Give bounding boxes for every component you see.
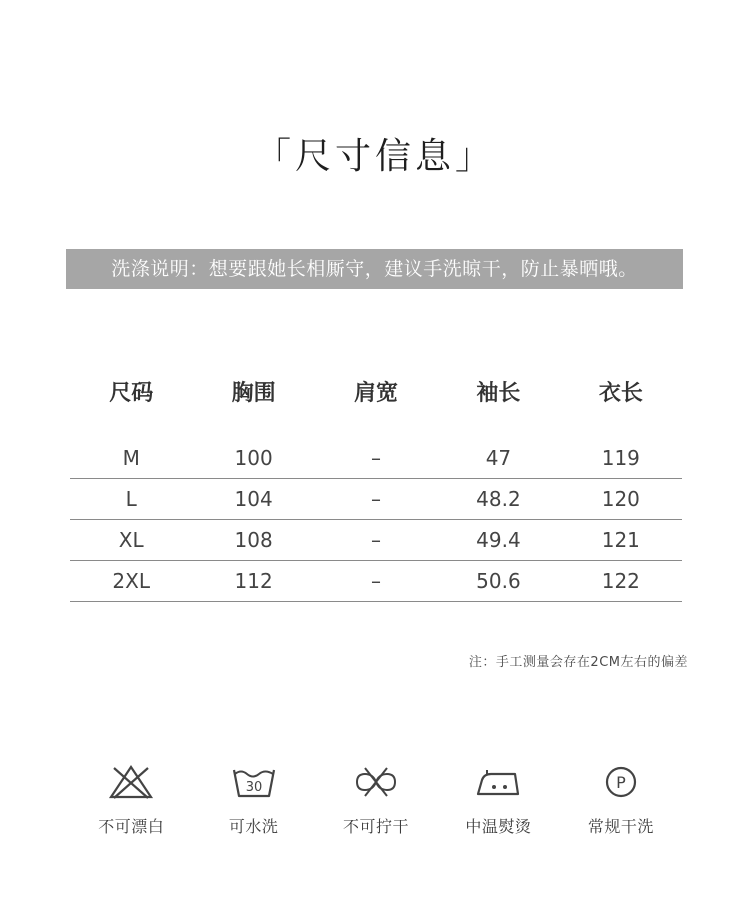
care-item-no-wring [315, 760, 437, 837]
cell-shoulder: – [371, 569, 382, 593]
cell-chest: 100 [234, 446, 273, 470]
cell-size: XL [118, 528, 144, 552]
cell-length: 122 [601, 569, 640, 593]
table-row [70, 438, 682, 479]
care-label: 不可漂白 [98, 817, 165, 836]
wash-30-icon [227, 760, 281, 804]
cell-shoulder: – [371, 528, 382, 552]
cell-sleeve: 50.6 [476, 569, 521, 593]
cell-length: 120 [601, 487, 640, 511]
care-item-dry-clean [560, 760, 682, 837]
no-bleach-icon [104, 760, 158, 804]
care-instructions [70, 760, 682, 837]
table-row [70, 520, 682, 561]
cell-size: L [125, 487, 137, 511]
cell-shoulder: – [371, 487, 382, 511]
header-size: 尺码 [109, 380, 154, 406]
cell-size: M [122, 446, 140, 470]
cell-chest: 104 [234, 487, 273, 511]
cell-length: 119 [601, 446, 640, 470]
header-length: 衣长 [598, 380, 643, 406]
care-label: 不可拧干 [343, 817, 410, 836]
cell-sleeve: 48.2 [476, 487, 521, 511]
header-sleeve: 袖长 [476, 380, 521, 406]
cell-shoulder: – [371, 446, 382, 470]
care-label: 可水洗 [228, 817, 279, 836]
care-label: 常规干洗 [587, 817, 654, 836]
wash-instruction-banner: 洗涤说明：想要跟她长相厮守，建议手洗晾干，防止暴晒哦。 [66, 249, 683, 289]
cell-sleeve: 47 [485, 446, 512, 470]
size-table [70, 370, 682, 602]
header-shoulder: 肩宽 [354, 380, 399, 406]
cell-chest: 108 [234, 528, 273, 552]
measurement-note: 注：手工测量会存在2CM左右的偏差 [468, 655, 688, 670]
care-label: 中温熨烫 [465, 817, 532, 836]
cell-sleeve: 49.4 [476, 528, 521, 552]
size-table-header [70, 370, 682, 412]
dry-clean-letter: P [616, 773, 626, 792]
dry-clean-p-icon [594, 760, 648, 804]
cell-size: 2XL [112, 569, 150, 593]
care-item-wash-30 [192, 760, 314, 837]
care-item-iron-medium [437, 760, 559, 837]
table-row [70, 479, 682, 520]
cell-length: 121 [601, 528, 640, 552]
iron-medium-icon [471, 760, 525, 804]
care-item-no-bleach [70, 760, 192, 837]
header-chest: 胸围 [231, 380, 276, 406]
cell-chest: 112 [234, 569, 273, 593]
no-wring-icon [349, 760, 403, 804]
page-title: 「尺寸信息」 [254, 136, 495, 177]
table-row [70, 561, 682, 602]
wash-temperature: 30 [245, 780, 262, 795]
